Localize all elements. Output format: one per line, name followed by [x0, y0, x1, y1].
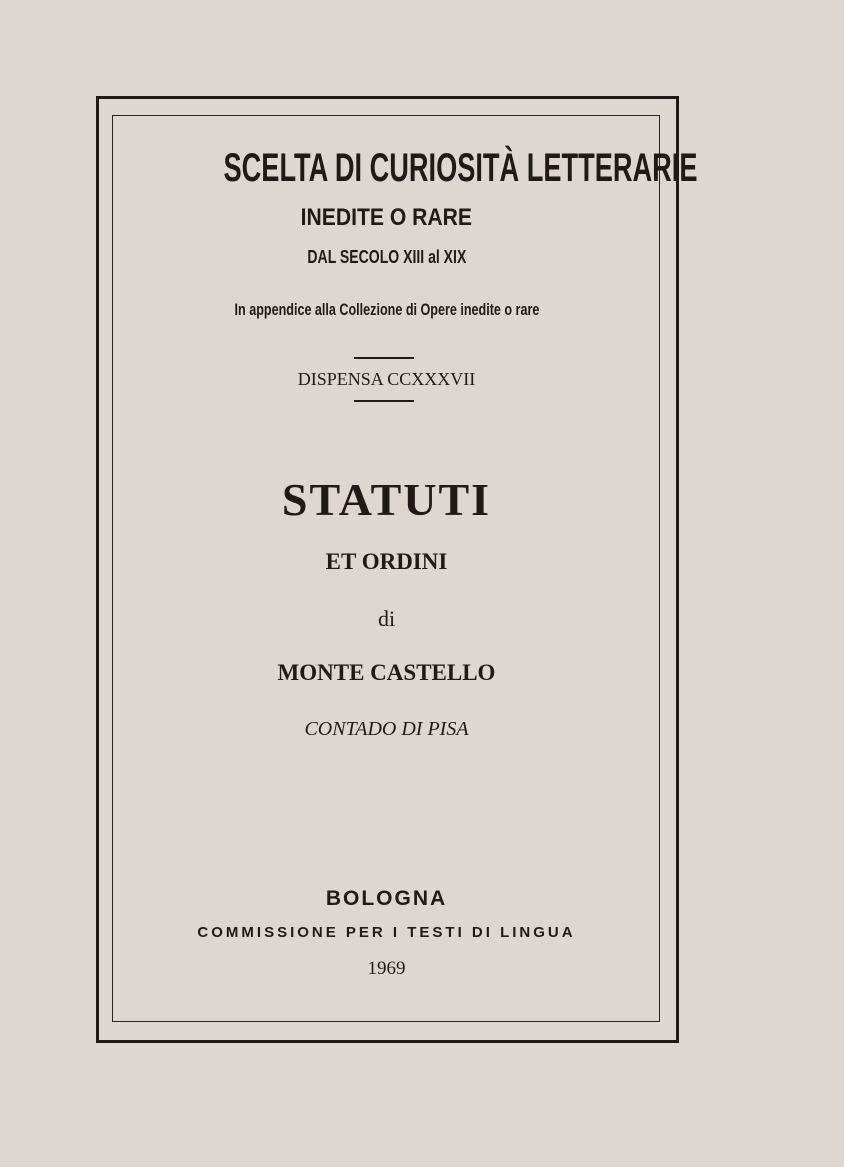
- divider-bottom: [354, 400, 414, 402]
- work-di: di: [377, 606, 396, 631]
- imprint-year: 1969: [367, 958, 406, 979]
- work-place: MONTE CASTELLO: [277, 660, 496, 685]
- work-region: CONTADO DI PISA: [304, 718, 469, 740]
- work-title: STATUTI: [281, 474, 492, 525]
- dispensa-number: DISPENSA CCXXXVII: [297, 369, 476, 389]
- series-period: DAL SECOLO XIII al XIX: [307, 247, 466, 267]
- imprint-city: BOLOGNA: [325, 887, 448, 910]
- series-title: SCELTA DI CURIOSITÀ LETTERARIE: [223, 146, 698, 190]
- series-subtitle: INEDITE O RARE: [300, 204, 473, 231]
- divider-top: [354, 357, 414, 359]
- work-title-cont: ET ORDINI: [325, 549, 448, 574]
- series-appendix: In appendice alla Collezione di Opere inedite o rare: [234, 300, 539, 319]
- imprint-publisher: COMMISSIONE PER I TESTI DI LINGUA: [197, 924, 576, 941]
